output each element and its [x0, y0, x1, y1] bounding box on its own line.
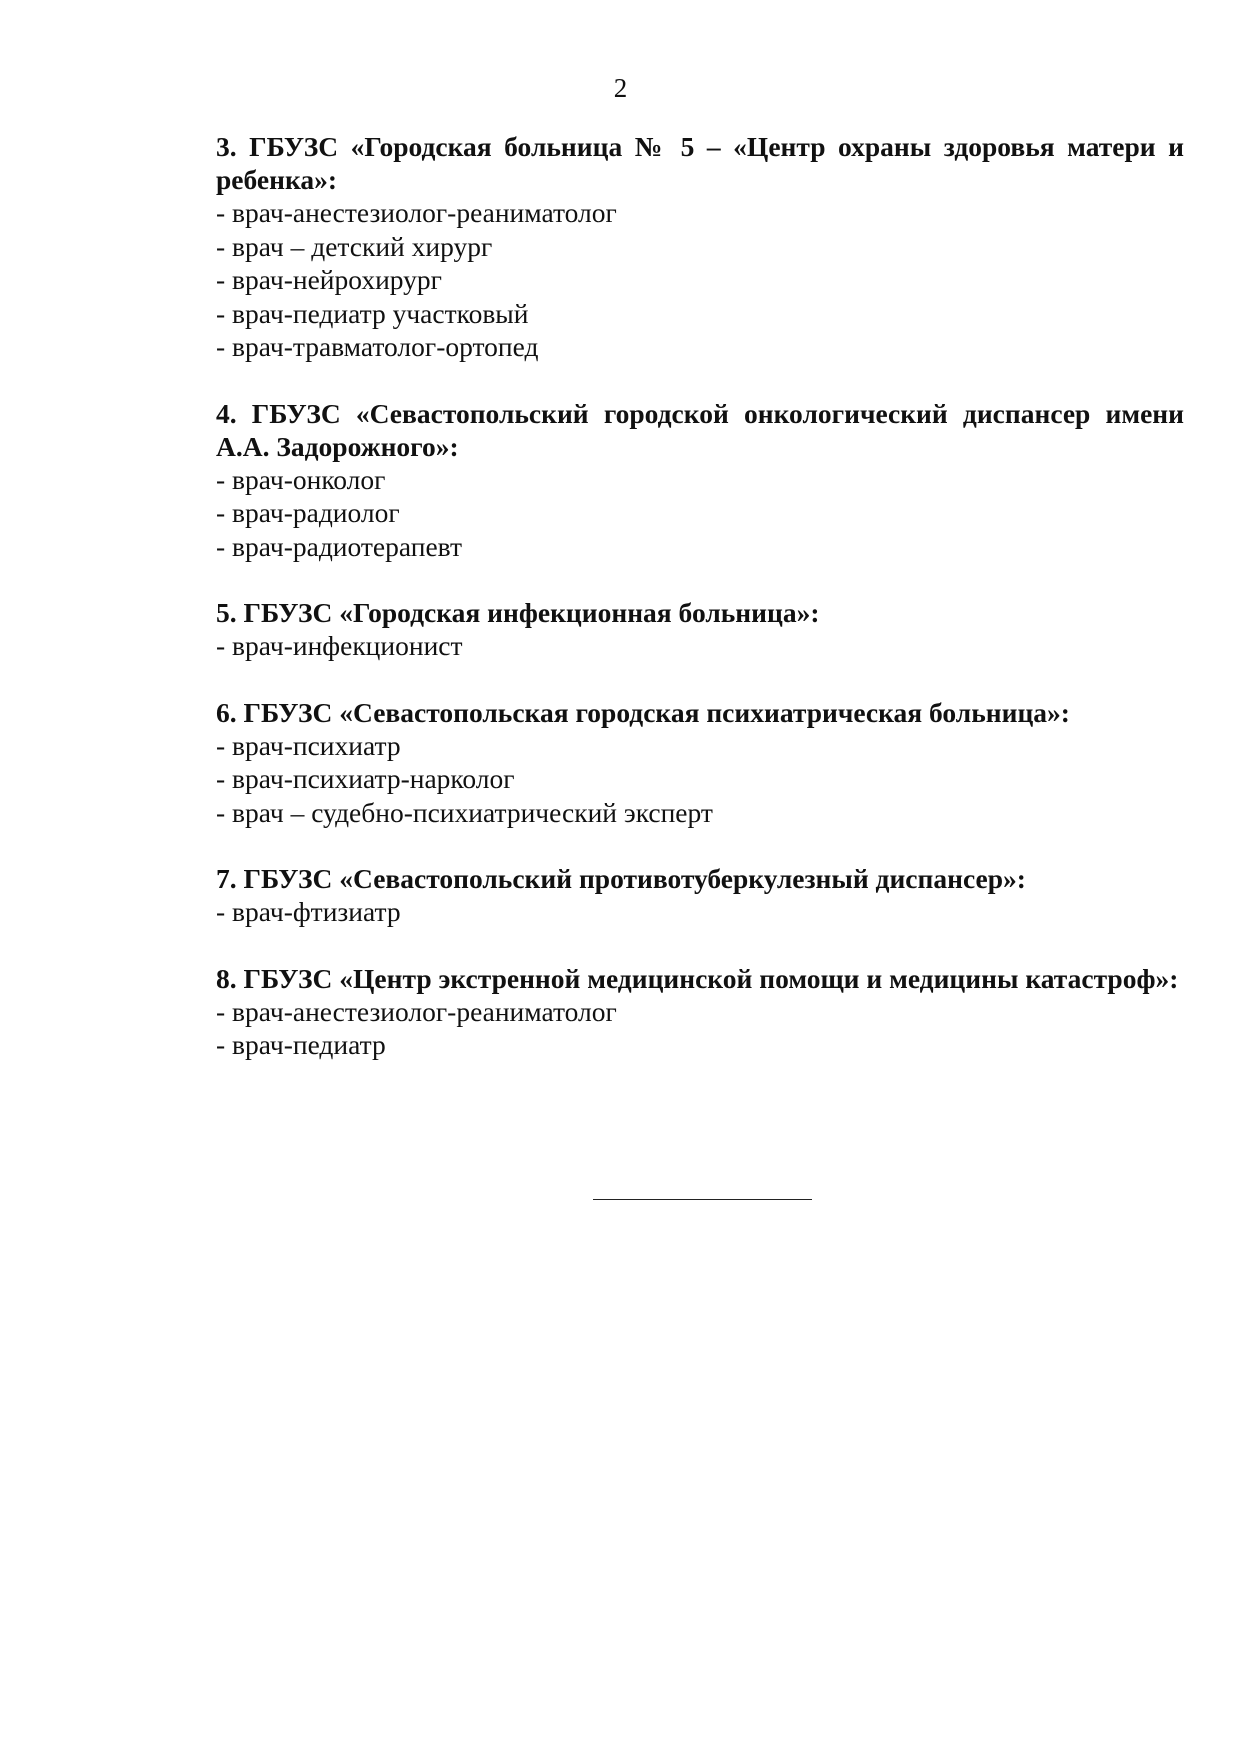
list-item: - врач-нейрохирург: [216, 264, 442, 295]
position-list: [216, 729, 1184, 830]
section-8: [216, 962, 1184, 1062]
position-list: [216, 895, 1184, 929]
section-6: [216, 696, 1184, 830]
section-title: 5. ГБУЗС «Городская инфекционная больница»:: [216, 597, 820, 628]
list-item: - врач-радиотерапевт: [216, 530, 462, 562]
end-of-document-line: [593, 1199, 812, 1200]
list-item: - врач-фтизиатр: [216, 896, 401, 927]
list-item: - врач-педиатр участковый: [216, 297, 529, 329]
section-title: 8. ГБУЗС «Центр экстренной медицинской помощи и медицины катастроф»:: [216, 962, 1179, 994]
section-title: 7. ГБУЗС «Севастопольский противотуберкулезный диспансер»:: [216, 863, 1026, 894]
section-title: 3. ГБУЗС «Городская больница № 5 – «Центр охраны здоровья матери и ребенка»:: [216, 131, 1184, 195]
list-item: - врач-радиолог: [216, 497, 400, 528]
section-7: [216, 862, 1184, 929]
position-list: [216, 629, 1184, 663]
list-item: - врач – детский хирург: [216, 230, 493, 262]
document-body: [216, 130, 1184, 1095]
section-5: [216, 596, 1184, 663]
list-item: - врач-онколог: [216, 463, 386, 495]
page-number: 2: [613, 73, 628, 103]
position-list: [216, 463, 1184, 564]
section-3: [216, 130, 1184, 364]
list-item: - врач-инфекционист: [216, 630, 463, 661]
list-item: - врач-анестезиолог-реаниматолог: [216, 197, 617, 228]
list-item: - врач-педиатр: [216, 1029, 386, 1060]
list-item: - врач – судебно-психиатрический эксперт: [216, 796, 713, 828]
list-item: - врач-психиатр: [216, 729, 401, 761]
section-title: 4. ГБУЗС «Севастопольский городской онкологический диспансер имени А.А. Задорожного»:: [216, 397, 1184, 462]
section-title: 6. ГБУЗС «Севастопольская городская психиатрическая больница»:: [216, 696, 1070, 728]
list-item: - врач-травматолог-ортопед: [216, 331, 539, 362]
position-list: [216, 995, 1184, 1062]
list-item: - врач-психиатр-нарколог: [216, 763, 515, 794]
position-list: [216, 196, 1184, 364]
section-4: [216, 397, 1184, 564]
list-item: - врач-анестезиолог-реаниматолог: [216, 995, 617, 1027]
